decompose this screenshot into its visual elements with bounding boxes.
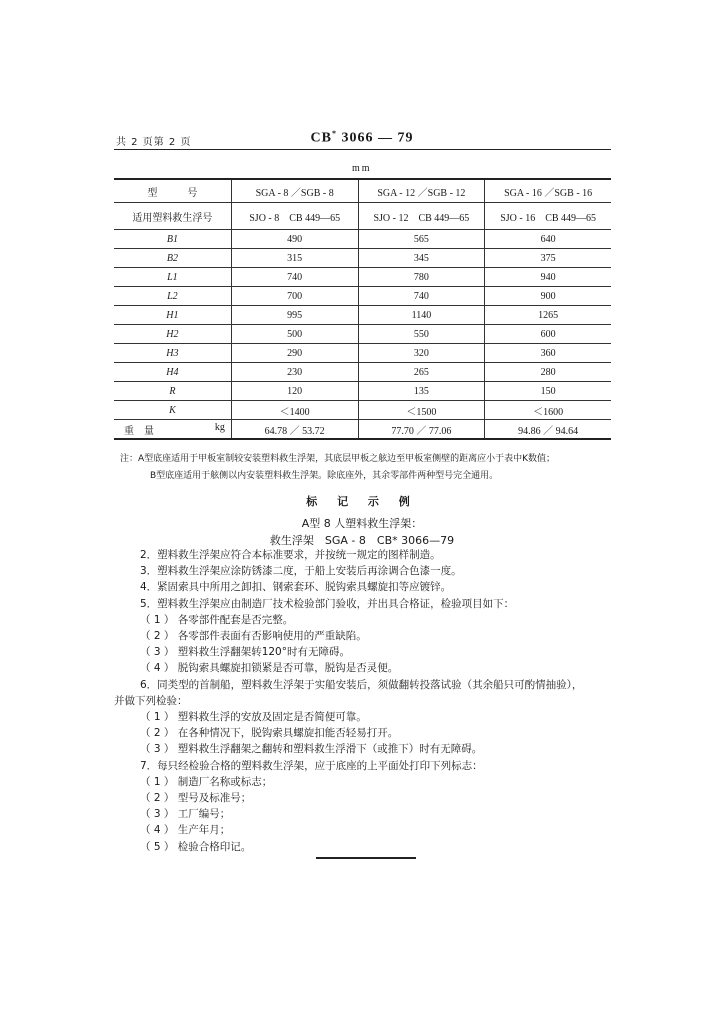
raft-cell: SJO - 12 CB 449—65: [358, 203, 485, 230]
model-cell: SGA - 8 ／SGB - 8: [231, 179, 358, 203]
dim-value: 1265: [485, 306, 611, 325]
model-cell: SGA - 16 ／SGB - 16: [485, 179, 611, 203]
sub-item: （ 2 ） 各零部件表面有否影响使用的严重缺陷。: [140, 630, 367, 643]
table-row: [114, 287, 611, 306]
table-unit: mm: [352, 163, 372, 174]
standard-star: *: [331, 129, 337, 138]
dim-value: ＜1500: [358, 401, 485, 420]
dim-value: 940: [485, 268, 611, 287]
table-row: [114, 268, 611, 287]
clause: 5．塑料救生浮架应由制造厂技术检验部门验收，并出具合格证，检验项目如下：: [140, 597, 515, 610]
table-row: [114, 306, 611, 325]
dim-value: ＜1600: [485, 401, 611, 420]
dim-value: 360: [485, 344, 611, 363]
mass-value: 77.70 ／ 77.06: [358, 420, 485, 440]
dim-value: 500: [231, 325, 358, 344]
sub-item: （ 2 ） 型号及标准号；: [140, 792, 252, 805]
table-row: [114, 344, 611, 363]
mass-value: 64.78 ／ 53.72: [231, 420, 358, 440]
sub-item: （ 3 ） 塑料救生浮翻架转120°时有无障碍。: [140, 646, 350, 659]
dim-value: 995: [231, 306, 358, 325]
dim-symbol: B1: [114, 230, 231, 249]
mass-label-text: 重 量: [124, 425, 154, 437]
dim-symbol: H4: [114, 363, 231, 382]
dim-value: 375: [485, 249, 611, 268]
clause: 2．塑料救生浮架应符合本标准要求，并按统一规定的图样制造。: [140, 549, 441, 561]
dim-symbol: L1: [114, 268, 231, 287]
dim-value: ＜1400: [231, 401, 358, 420]
clause-continuation: 并做下列检验：: [114, 694, 188, 707]
clause: 6．同类型的首制船，塑料救生浮架于实船安装后，须做翻转投落试验（其余船只可酌情抽验），: [140, 678, 583, 691]
dim-value: 640: [485, 230, 611, 249]
dim-symbol: R: [114, 382, 231, 401]
note-line: B型底座适用于舷侧以内安装塑料救生浮架。除底座外，其余零部件两种型号完全通用。: [150, 471, 499, 481]
example-title: 标 记 示 例: [306, 495, 418, 508]
table-header-row: [114, 179, 611, 203]
dim-value: 740: [358, 287, 485, 306]
dim-value: 600: [485, 325, 611, 344]
dim-value: 135: [358, 382, 485, 401]
standard-num: 3066 — 79: [336, 130, 414, 146]
clause: 7．每只经检验合格的塑料救生浮架，应于底座的上平面处打印下列标志：: [140, 759, 483, 772]
raft-label: 适用塑料救生浮号: [114, 203, 231, 230]
mass-value: 94.86 ／ 94.64: [485, 420, 611, 440]
raft-row: [114, 203, 611, 230]
dim-value: 565: [358, 230, 485, 249]
sub-item: （ 3 ） 塑料救生浮翻架之翻转和塑料救生浮滑下（或推下）时有无障碍。: [140, 743, 483, 756]
sub-item: （ 4 ） 脱钩索具螺旋扣锁紧是否可靠，脱钩是否灵便。: [140, 662, 399, 675]
dim-value: 780: [358, 268, 485, 287]
clause: 3．塑料救生浮架应涂防锈漆二度，于船上安装后再涂调合色漆一度。: [140, 565, 462, 578]
sub-item: （ 2 ） 在各种情况下，脱钩索具螺旋扣能否轻易打开。: [140, 727, 399, 740]
table-notes: [120, 451, 555, 485]
dim-value: 345: [358, 249, 485, 268]
dim-symbol: K: [114, 401, 231, 420]
dim-value: 550: [358, 325, 485, 344]
table-row: [114, 325, 611, 344]
dim-value: 290: [231, 344, 358, 363]
dim-value: 280: [485, 363, 611, 382]
mass-unit: kg: [214, 421, 225, 433]
table-row: [114, 363, 611, 382]
mass-label: [114, 420, 231, 440]
sub-item: （ 1 ） 塑料救生浮的安放及固定是否简便可靠。: [140, 711, 367, 724]
example-line: 救生浮架 SGA - 8 CB* 3066—79: [269, 534, 455, 547]
dim-symbol: H3: [114, 344, 231, 363]
body-text: [114, 547, 614, 855]
dim-value: 700: [231, 287, 358, 306]
end-rule: [316, 857, 416, 859]
dim-symbol: B2: [114, 249, 231, 268]
model-header: 型 号: [114, 179, 231, 203]
clause: 4．紧固索具中所用之卸扣、钢索套环、脱钩索具螺旋扣等应镀锌。: [140, 581, 452, 594]
table-row: [114, 230, 611, 249]
sub-item: （ 1 ） 制造厂名称或标志；: [140, 775, 273, 788]
dim-value: 120: [231, 382, 358, 401]
standard-code: CB: [310, 130, 332, 146]
dimension-table: [114, 178, 611, 440]
table-row: [114, 382, 611, 401]
sub-item: （ 1 ） 各零部件配套是否完整。: [140, 613, 294, 626]
note-line: 注：A型底座适用于甲板室制较安装塑料救生浮架，其底层甲板之舷边至甲板室侧壁的距离应小于表中K数值；: [120, 454, 556, 464]
mass-row: [114, 420, 611, 440]
dim-value: 265: [358, 363, 485, 382]
raft-cell: SJO - 16 CB 449—65: [485, 203, 611, 230]
raft-cell: SJO - 8 CB 449—65: [231, 203, 358, 230]
example-line: A型 8 人塑料救生浮架：: [301, 517, 423, 530]
dim-value: 740: [231, 268, 358, 287]
dim-value: 1140: [358, 306, 485, 325]
dim-value: 230: [231, 363, 358, 382]
sub-item: （ 5 ） 检验合格印记。: [140, 840, 252, 853]
dim-symbol: L2: [114, 287, 231, 306]
page-info: 共 2 页第 2 页: [116, 137, 192, 148]
table-row: [114, 249, 611, 268]
table-row: [114, 401, 611, 420]
dim-symbol: H2: [114, 325, 231, 344]
dim-value: 490: [231, 230, 358, 249]
dim-value: 150: [485, 382, 611, 401]
standard-number: [0, 129, 724, 147]
dim-value: 320: [358, 344, 485, 363]
dim-value: 900: [485, 287, 611, 306]
sub-item: （ 3 ） 工厂编号；: [140, 808, 231, 821]
sub-item: （ 4 ） 生产年月；: [140, 824, 231, 837]
header-rule: [114, 149, 611, 150]
model-cell: SGA - 12 ／SGB - 12: [358, 179, 485, 203]
dim-symbol: H1: [114, 306, 231, 325]
dim-value: 315: [231, 249, 358, 268]
